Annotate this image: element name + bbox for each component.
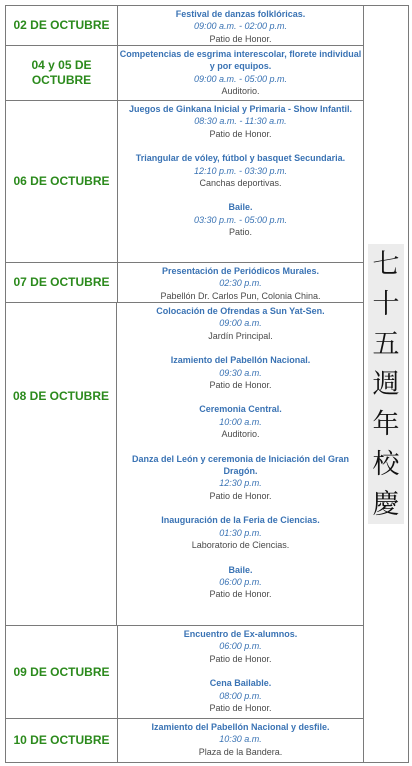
event-title: Festival de danzas folklóricas. (175, 9, 306, 19)
event-title: Baile. (228, 564, 253, 575)
events-cell (118, 626, 363, 718)
event-place: Pabellón Dr. Carlos Pun, Colonia China. (160, 290, 321, 301)
event-time: 08:00 p.m. (219, 690, 262, 701)
event-time: 09:00 a.m. - 02:00 p.m. (193, 21, 288, 32)
events-cell (118, 303, 363, 625)
event-time: 12:30 p.m. (219, 478, 262, 489)
date-cell: 04 y 05 DE OCTUBRE (6, 46, 118, 100)
banner-char: 慶 (372, 488, 400, 520)
event-title: Ceremonia Central. (199, 404, 282, 415)
event-time: 09:00 a.m. (219, 318, 262, 329)
event-place: Patio de Honor. (209, 490, 272, 501)
event-time: 01:30 p.m. (219, 527, 262, 538)
events-cell (118, 46, 363, 100)
event-time: 02:30 p.m. (219, 278, 262, 289)
events-cell (118, 719, 363, 762)
events-cell (118, 6, 363, 45)
event-place: Patio de Honor. (209, 653, 272, 664)
event-title: Cena Bailable. (209, 678, 272, 689)
schedule-row (6, 719, 363, 762)
event-title: Danza del León y ceremonia de Iniciación del Gran Dragón. (131, 453, 350, 477)
date-cell: 10 DE OCTUBRE (6, 719, 118, 762)
event-place: Plaza de la Bandera. (198, 746, 283, 757)
date-cell: 08 DE OCTUBRE (6, 303, 117, 625)
event-time: 06:00 p.m. (219, 641, 262, 652)
schedule-row (6, 263, 363, 303)
event-time: 03:30 p.m. - 05:00 p.m. (193, 214, 288, 225)
event-title: Baile. (228, 202, 253, 213)
schedule-row (6, 626, 363, 719)
events-cell (118, 263, 363, 302)
event-place: Auditorio. (221, 86, 260, 97)
event-place: Patio. (228, 227, 252, 238)
event-title: Izamiento del Pabellón Nacional y desfile. (151, 722, 330, 732)
date-cell: 07 DE OCTUBRE (6, 263, 118, 302)
banner-char: 週 (372, 368, 400, 400)
banner-char: 七 (372, 248, 400, 280)
event-time: 09:30 a.m. (219, 367, 262, 378)
event-time: 06:00 p.m. (219, 576, 262, 587)
schedule-row (6, 101, 363, 263)
date-cell: 02 DE OCTUBRE (6, 6, 118, 45)
banner-char: 年 (372, 408, 400, 440)
event-title: Presentación de Periódicos Murales. (161, 266, 320, 276)
event-title: Colocación de Ofrendas a Sun Yat-Sen. (156, 306, 325, 316)
schedule-row (6, 6, 363, 46)
event-place: Auditorio. (221, 429, 260, 440)
event-place: Laboratorio de Ciencias. (191, 540, 290, 551)
event-time: 10:00 a.m. (219, 416, 262, 427)
date-cell: 09 DE OCTUBRE (6, 626, 118, 718)
schedule-row (6, 46, 363, 101)
events-cell (118, 101, 363, 262)
schedule-table (5, 5, 409, 763)
event-place: Canchas deportivas. (199, 178, 282, 189)
anniversary-banner (368, 244, 404, 524)
event-place: Patio de Honor. (209, 589, 272, 600)
event-time: 10:30 a.m. (219, 734, 262, 745)
side-column (363, 6, 408, 762)
event-place: Patio de Honor. (209, 380, 272, 391)
event-title: Encuentro de Ex-alumnos. (183, 629, 298, 639)
event-title: Triangular de vóley, fútbol y basquet Secundaria. (135, 153, 346, 164)
event-title: Inauguración de la Feria de Ciencias. (161, 515, 320, 526)
event-place: Patio de Honor. (209, 703, 272, 714)
date-cell: 06 DE OCTUBRE (6, 101, 118, 262)
event-place: Patio de Honor. (209, 128, 272, 139)
event-title: Competencias de esgrima interescolar, florete individual y por equipos. (119, 49, 362, 72)
event-title: Izamiento del Pabellón Nacional. (170, 355, 311, 366)
event-time: 12:10 p.m. - 03:30 p.m. (193, 165, 288, 176)
schedule-row (6, 303, 363, 626)
banner-char: 五 (372, 328, 400, 360)
banner-char: 十 (372, 288, 400, 320)
banner-char: 校 (372, 448, 400, 480)
event-place: Patio de Honor. (209, 33, 272, 44)
event-time: 09:00 a.m. - 05:00 p.m. (193, 73, 288, 84)
event-place: Jardín Principal. (208, 330, 273, 341)
event-time: 08:30 a.m. - 11:30 a.m. (194, 116, 287, 127)
event-title: Juegos de Ginkana Inicial y Primaria - Show Infantil. (128, 104, 353, 114)
